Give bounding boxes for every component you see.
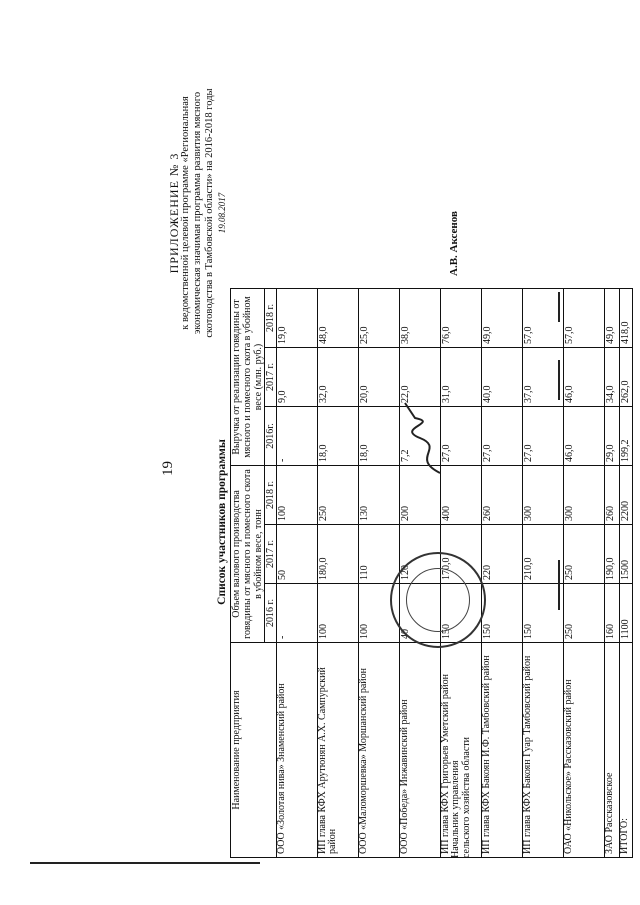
signatory-line-2: сельского хозяйства области bbox=[461, 737, 472, 858]
total-cell: 1500 bbox=[620, 525, 633, 584]
cell: 19,0 bbox=[277, 289, 318, 348]
cell: 300 bbox=[564, 466, 605, 525]
cell: 100 bbox=[277, 466, 318, 525]
total-cell: 418,0 bbox=[620, 289, 633, 348]
cell: 220 bbox=[482, 525, 523, 584]
cell: 250 bbox=[318, 466, 359, 525]
handwritten-date: 19.08.2017 bbox=[217, 192, 227, 234]
cell: 210,0 bbox=[523, 525, 564, 584]
edge-mark bbox=[558, 292, 560, 322]
company-name: ИП глава КФХ Арутюнян А.Х. Сампурский район bbox=[318, 643, 359, 858]
table-row bbox=[318, 289, 359, 858]
cell: - bbox=[277, 407, 318, 466]
signatory-title bbox=[450, 737, 472, 858]
appendix-title: ПРИЛОЖЕНИЕ № 3 bbox=[167, 152, 181, 274]
cell: 57,0 bbox=[523, 289, 564, 348]
cell: 120 bbox=[400, 525, 441, 584]
cell: 110 bbox=[359, 525, 400, 584]
cell: 190,0 bbox=[605, 525, 620, 584]
cell: 49,0 bbox=[605, 289, 620, 348]
cell: 150 bbox=[482, 584, 523, 643]
cell: 32,0 bbox=[318, 348, 359, 407]
col-volume-header: Объем валового производства говядины от мясного и помесного скота в убойном весе, тонн bbox=[231, 466, 265, 643]
cell: 50 bbox=[277, 525, 318, 584]
cell: 100 bbox=[318, 584, 359, 643]
cell: 49,0 bbox=[482, 289, 523, 348]
cell: 27,0 bbox=[523, 407, 564, 466]
cell: 300 bbox=[523, 466, 564, 525]
cell: 18,0 bbox=[318, 407, 359, 466]
year-header: 2016г. bbox=[265, 407, 277, 466]
appendix-line-1: к ведомственной целевой программе «Региональная bbox=[180, 96, 191, 330]
cell: 31,0 bbox=[441, 348, 482, 407]
col-revenue-header: Выручка от реализации говядины от мясного и помесного скота в убойном весе (млн. руб.) bbox=[231, 289, 265, 466]
bottom-rule bbox=[30, 862, 260, 864]
cell: 40,0 bbox=[482, 348, 523, 407]
cell: 34,0 bbox=[605, 348, 620, 407]
total-row bbox=[620, 289, 633, 858]
year-header: 2017 г. bbox=[265, 348, 277, 407]
cell: 160 bbox=[605, 584, 620, 643]
company-name: ИП глава КФХ Григорьев Уметский район bbox=[441, 643, 482, 858]
cell: 27,0 bbox=[482, 407, 523, 466]
cell: 57,0 bbox=[564, 289, 605, 348]
table-row bbox=[277, 289, 318, 858]
cell: 20,0 bbox=[359, 348, 400, 407]
company-name: ОАО «Никольское» Рассказовский район bbox=[564, 643, 605, 858]
cell: 150 bbox=[441, 584, 482, 643]
cell: - bbox=[277, 584, 318, 643]
cell: 130 bbox=[359, 466, 400, 525]
table-row bbox=[359, 289, 400, 858]
signatory-name: А.В. Аксенов bbox=[448, 211, 460, 276]
cell: 48,0 bbox=[318, 289, 359, 348]
cell: 22,0 bbox=[400, 348, 441, 407]
cell: 25,0 bbox=[359, 289, 400, 348]
total-cell: 262,0 bbox=[620, 348, 633, 407]
edge-mark bbox=[558, 560, 560, 610]
cell: 18,0 bbox=[359, 407, 400, 466]
signatory-line-1: Начальник управления bbox=[450, 760, 461, 858]
cell: 200 bbox=[400, 466, 441, 525]
table-row bbox=[482, 289, 523, 858]
appendix-line-3: скотоводства в Тамбовской области» на 2016-2018 годы bbox=[204, 88, 215, 338]
total-cell: 1100 bbox=[620, 584, 633, 643]
official-seal bbox=[390, 552, 486, 648]
company-name: ИП глава КФХ Бакоян Гуар Тамбовский район bbox=[523, 643, 564, 858]
cell: 40 bbox=[400, 584, 441, 643]
cell: 260 bbox=[482, 466, 523, 525]
cell: 100 bbox=[359, 584, 400, 643]
cell: 9,0 bbox=[277, 348, 318, 407]
appendix-header bbox=[168, 78, 228, 348]
cell: 150 bbox=[523, 584, 564, 643]
cell: 46,0 bbox=[564, 348, 605, 407]
cell: 170,0 bbox=[441, 525, 482, 584]
cell: 38,0 bbox=[400, 289, 441, 348]
year-header: 2018 г. bbox=[265, 466, 277, 525]
col-name-header: Наименование предприятия bbox=[231, 643, 277, 858]
cell: 260 bbox=[605, 466, 620, 525]
company-name: ООО «Победа» Инжавинский район bbox=[400, 643, 441, 858]
year-header: 2018 г. bbox=[265, 289, 277, 348]
company-name: ЗАО Рассказовское bbox=[605, 643, 620, 858]
rotated-page bbox=[150, 68, 631, 868]
cell: 250 bbox=[564, 584, 605, 643]
cell: 400 bbox=[441, 466, 482, 525]
cell: 37,0 bbox=[523, 348, 564, 407]
company-name: ООО «Золотая нива» Знаменский район bbox=[277, 643, 318, 858]
cell: 180,0 bbox=[318, 525, 359, 584]
handwritten-signature bbox=[400, 398, 450, 478]
cell: 46,0 bbox=[564, 407, 605, 466]
appendix-line-2: экономическая значимая программа развития мясного bbox=[192, 91, 203, 335]
cell: 76,0 bbox=[441, 289, 482, 348]
total-cell: 199,2 bbox=[620, 407, 633, 466]
total-label: ИТОГО: bbox=[620, 643, 633, 858]
cell: 29,0 bbox=[605, 407, 620, 466]
total-cell: 2200 bbox=[620, 466, 633, 525]
edge-mark bbox=[558, 360, 560, 400]
table-row bbox=[605, 289, 620, 858]
year-header: 2017 г. bbox=[265, 525, 277, 584]
cell: 7,2 bbox=[400, 407, 441, 466]
cell: 27,0 bbox=[441, 407, 482, 466]
company-name: ИП глава КФХ Бакоян И.Ф. Тамбовский район bbox=[482, 643, 523, 858]
list-title: Список участников программы bbox=[216, 439, 228, 605]
year-header: 2016 г. bbox=[265, 584, 277, 643]
cell: 250 bbox=[564, 525, 605, 584]
page-number: 19 bbox=[160, 461, 176, 476]
company-name: ООО «Маломоршевка» Моршанский район bbox=[359, 643, 400, 858]
table-row bbox=[564, 289, 605, 858]
